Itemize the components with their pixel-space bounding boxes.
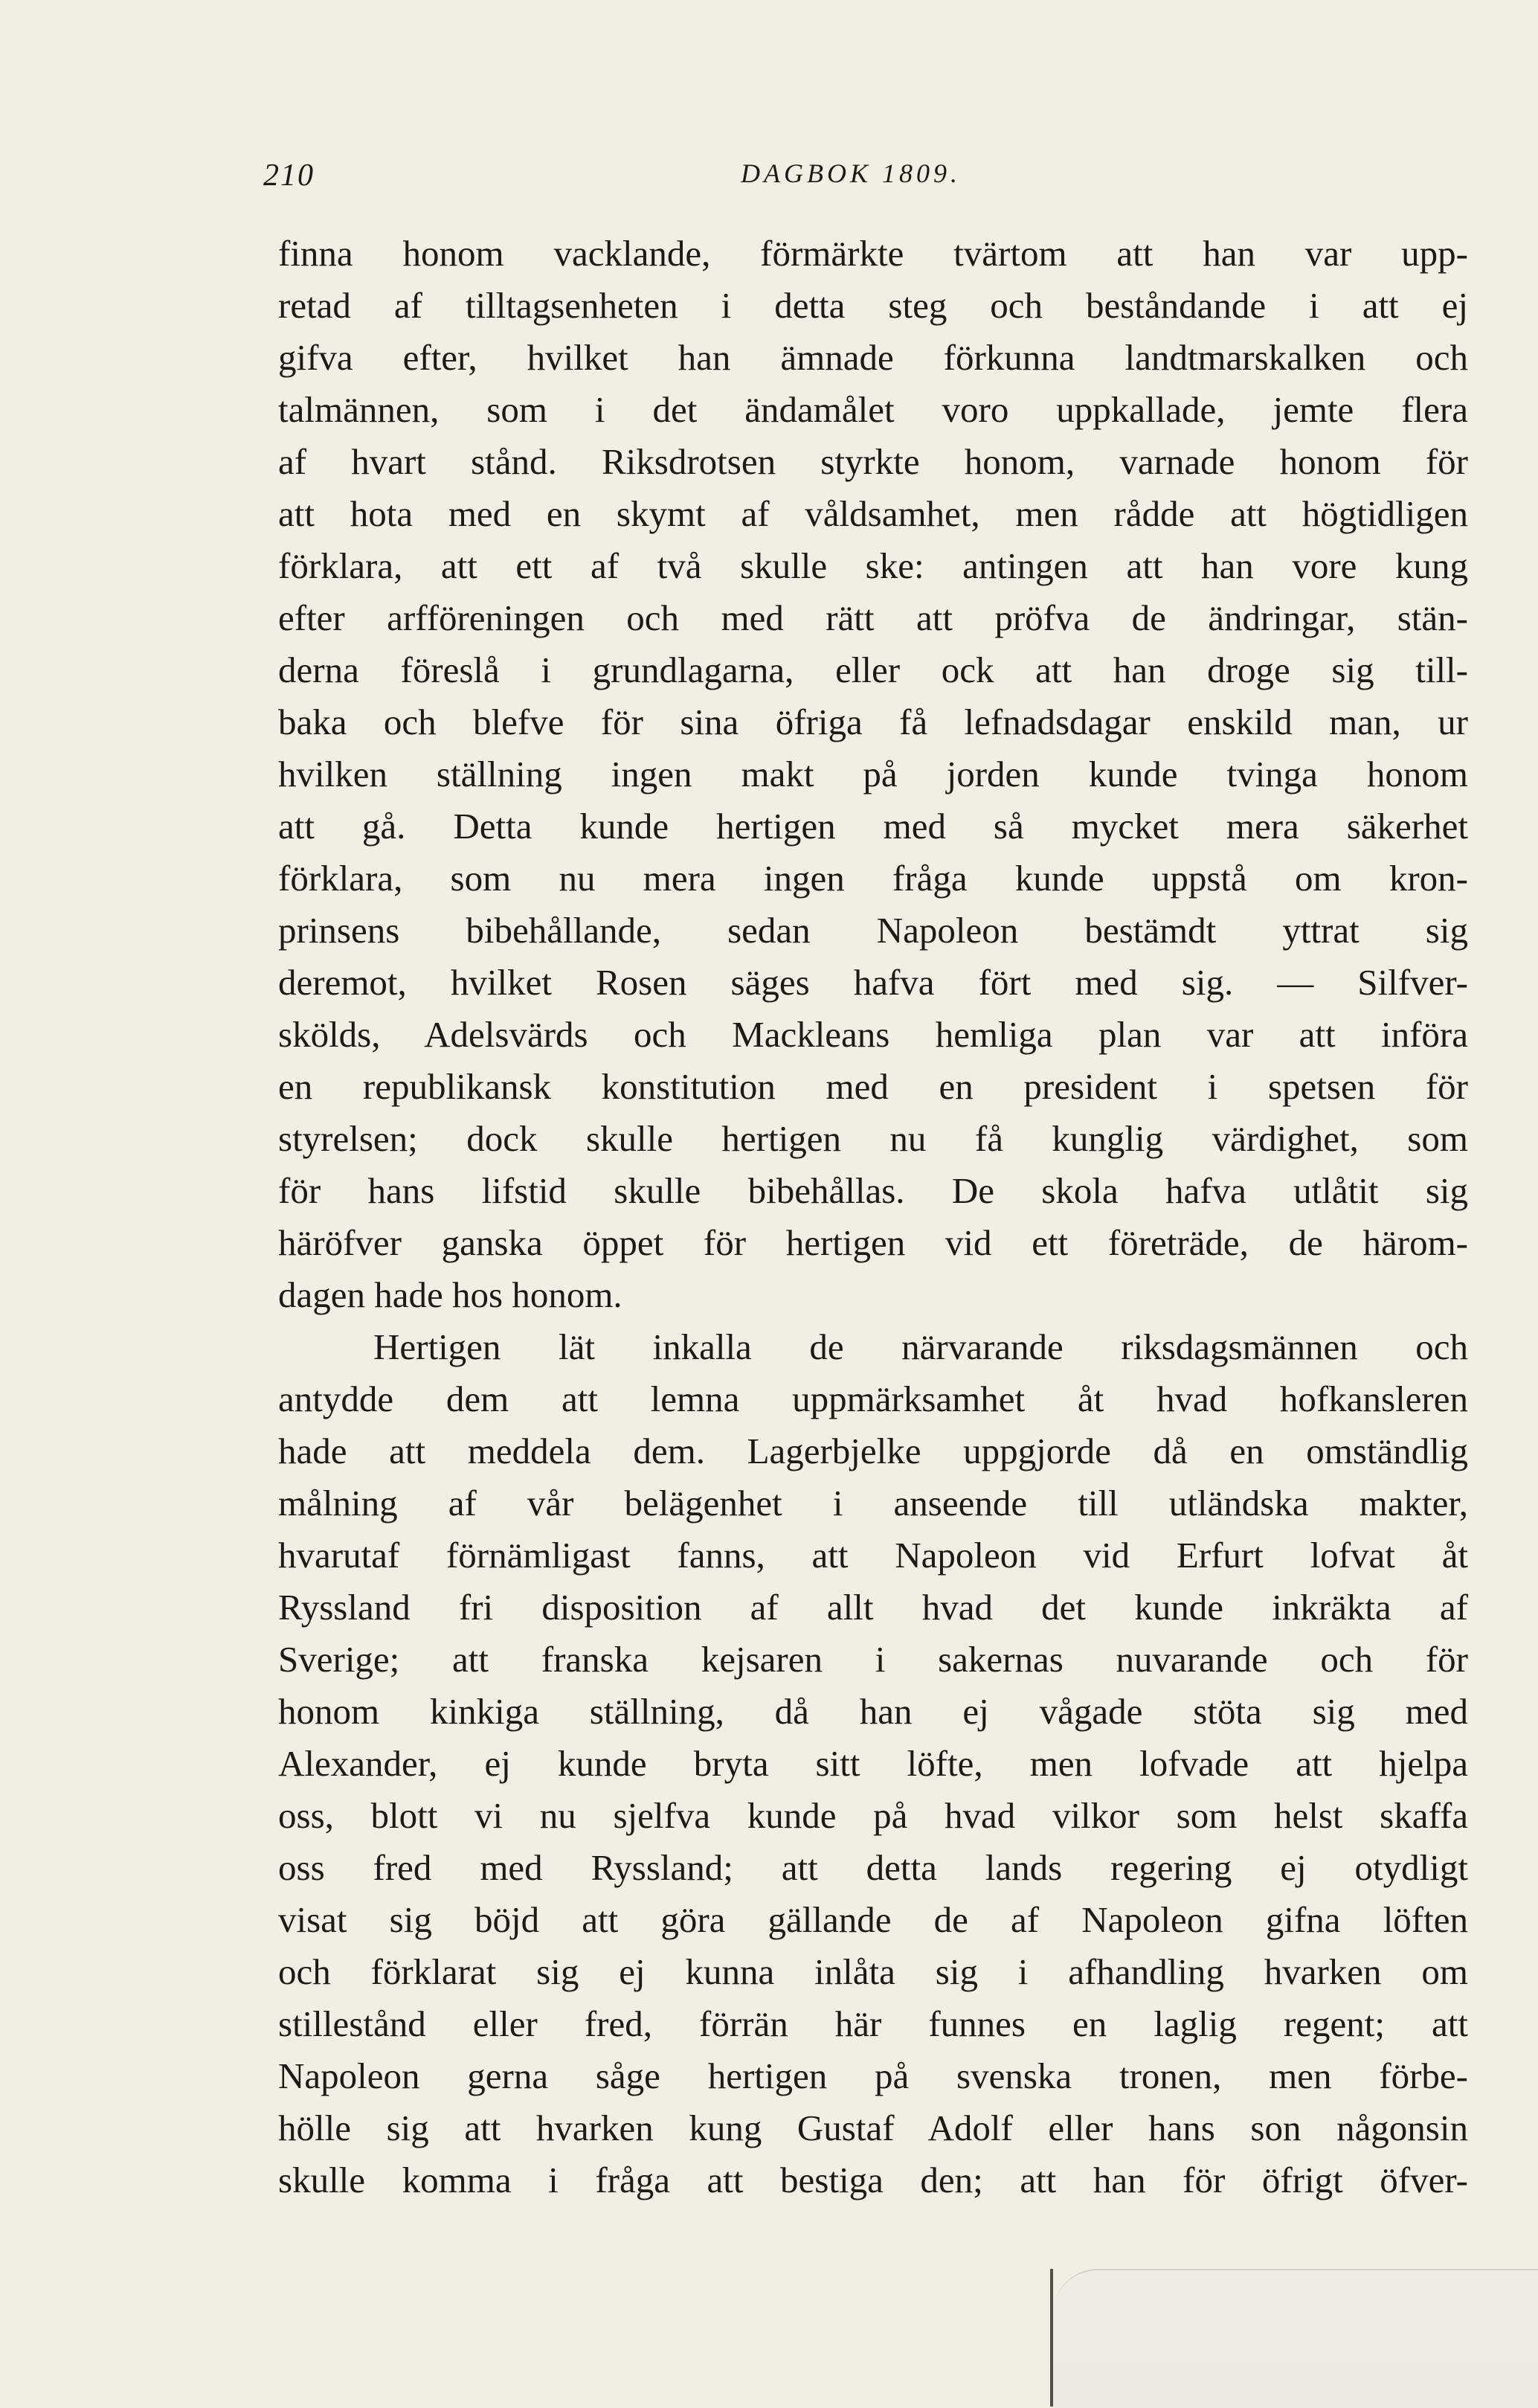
- text-line: hade att meddela dem. Lagerbjelke uppgjorde då en omständlig: [278, 1431, 1468, 1471]
- text-line: retad af tilltagsenheten i detta steg och beståndande i att ej: [278, 285, 1468, 326]
- text-line: efter arfföreningen och med rätt att pröfva de ändringar, stän-: [278, 597, 1468, 638]
- text-line: för hans lifstid skulle bibehållas. De skola hafva utlåtit sig: [278, 1170, 1468, 1211]
- text-line: Sverige; att franska kejsaren i sakernas nuvarande och för: [278, 1639, 1468, 1680]
- text-line: att hota med en skymt af våldsamhet, men rådde att högtidligen: [278, 493, 1468, 534]
- text-line: att gå. Detta kunde hertigen med så mycket mera säkerhet: [278, 806, 1468, 847]
- text-line: Alexander, ej kunde bryta sitt löfte, men lofvade att hjelpa: [278, 1743, 1468, 1784]
- text-line: hölle sig att hvarken kung Gustaf Adolf eller hans son någonsin: [278, 2107, 1468, 2148]
- text-line: skulle komma i fråga att bestiga den; att han för öfrigt öfver-: [278, 2160, 1468, 2200]
- text-line: dagen hade hos honom.: [278, 1274, 622, 1315]
- text-line: och förklarat sig ej kunna inlåta sig i afhandling hvarken om: [278, 1951, 1468, 1992]
- text-line: af hvart stånd. Riksdrotsen styrkte honom, varnade honom för: [278, 441, 1468, 482]
- text-line: oss fred med Ryssland; att detta lands regering ej otydligt: [278, 1847, 1468, 1888]
- text-line: en republikansk konstitution med en president i spetsen för: [278, 1066, 1468, 1107]
- page-number: 210: [263, 158, 315, 193]
- text-line: baka och blefve för sina öfriga få lefnadsdagar enskild man, ur: [278, 701, 1468, 742]
- text-line: visat sig böjd att göra gällande de af Napoleon gifna löften: [278, 1899, 1468, 1940]
- text-line: antydde dem att lemna uppmärksamhet åt hvad hofkansleren: [278, 1378, 1468, 1419]
- text-line: gifva efter, hvilket han ämnade förkunna landtmarskalken och: [278, 337, 1468, 378]
- paragraph-start-line: Hertigen lät inkalla de närvarande riksdagsmännen och: [373, 1326, 1468, 1367]
- body-text: [278, 228, 1468, 2206]
- text-line: prinsens bibehållande, sedan Napoleon bestämdt yttrat sig: [278, 910, 1468, 951]
- text-line: derna föreslå i grundlagarna, eller ock att han droge sig till-: [278, 649, 1468, 690]
- text-line: hvarutaf förnämligast fanns, att Napoleon vid Erfurt lofvat åt: [278, 1535, 1468, 1576]
- text-line: förklara, som nu mera ingen fråga kunde uppstå om kron-: [278, 858, 1468, 899]
- page-edge-shadow: [1053, 2269, 1538, 2408]
- text-line: Napoleon gerna såge hertigen på svenska tronen, men förbe-: [278, 2055, 1468, 2096]
- text-line: oss, blott vi nu sjelfva kunde på hvad vilkor som helst skaffa: [278, 1795, 1468, 1836]
- text-line: deremot, hvilket Rosen säges hafva fört med sig. — Silfver-: [278, 962, 1468, 1003]
- text-line: målning af vår belägenhet i anseende till utländska makter,: [278, 1483, 1468, 1524]
- text-line: finna honom vacklande, förmärkte tvärtom att han var upp-: [278, 233, 1468, 274]
- text-line: honom kinkiga ställning, då han ej vågade stöta sig med: [278, 1691, 1468, 1732]
- page-edge-line: [1050, 2269, 1053, 2407]
- text-line: Ryssland fri disposition af allt hvad det kunde inkräkta af: [278, 1587, 1468, 1628]
- text-line: talmännen, som i det ändamålet voro uppkallade, jemte flera: [278, 389, 1468, 430]
- text-line: förklara, att ett af två skulle ske: antingen att han vore kung: [278, 545, 1468, 586]
- text-line: stillestånd eller fred, förrän här funnes en laglig regent; att: [278, 2003, 1468, 2044]
- text-line: häröfver ganska öppet för hertigen vid ett företräde, de härom-: [278, 1222, 1468, 1263]
- running-head: DAGBOK 1809.: [741, 158, 961, 188]
- text-line: styrelsen; dock skulle hertigen nu få kunglig värdighet, som: [278, 1118, 1468, 1159]
- text-line: skölds, Adelsvärds och Mackleans hemliga plan var att införa: [278, 1014, 1468, 1055]
- text-line: hvilken ställning ingen makt på jorden kunde tvinga honom: [278, 754, 1468, 794]
